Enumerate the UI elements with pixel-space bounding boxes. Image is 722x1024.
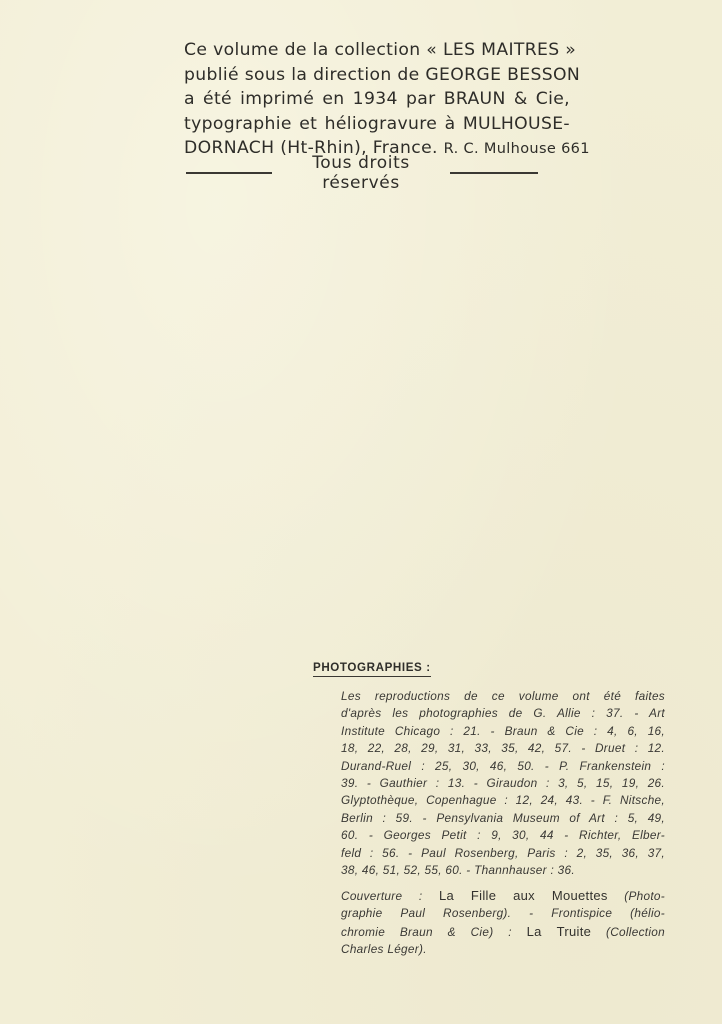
cover-line: graphie Paul Rosenberg). - Frontispice (hélio- <box>341 906 665 921</box>
frontispiece-collection: (Collection <box>605 924 665 939</box>
cover-line <box>341 887 665 905</box>
colophon-line: publié sous la direction de GEORGE BESSON <box>184 64 581 85</box>
credits-line: Berlin : 59. - Pensylvania Museum of Art : 5, 49, <box>341 810 665 825</box>
credits-line: Les reproductions de ce volume ont été faites <box>341 689 665 703</box>
rights-reserved-label: Tous droits réservés <box>312 153 410 193</box>
rights-reserved <box>186 153 538 193</box>
cover-label: Couverture : <box>341 889 423 903</box>
photographies-heading <box>313 661 431 674</box>
cover-line: Charles Léger). <box>341 942 427 957</box>
credits-line: Institute Chicago : 21. - Braun & Cie : 4, 6, 16, <box>341 723 665 738</box>
heading-underline <box>313 676 431 677</box>
credits-line: Durand-Ruel : 25, 30, 46, 50. - P. Frankenstein : <box>341 758 665 773</box>
photo-credits <box>341 688 665 879</box>
colophon-rc: R. C. Mulhouse 661 <box>443 141 590 158</box>
credits-line: 60. - Georges Petit : 9, 30, 44 - Richter, Elber- <box>341 828 665 843</box>
colophon-line: Ce volume de la collection « LES MAITRES » <box>184 40 577 60</box>
colophon-line: typographie et héliogravure à MULHOUSE- <box>184 113 570 134</box>
colophon-place: DORNACH (Ht-Rhin), France. <box>184 138 438 159</box>
credits-line: feld : 56. - Paul Rosenberg, Paris : 2, 35, 36, 37, <box>341 845 665 860</box>
cover-source: (Photo- <box>624 889 666 903</box>
credits-line: d'après les photographies de G. Allie : 37. - Art <box>341 706 665 721</box>
credits-line: 39. - Gauthier : 13. - Giraudon : 3, 5, 15, 19, 26. <box>341 776 665 791</box>
cover-line <box>341 923 665 941</box>
frontispiece-title: La Truite <box>526 923 592 939</box>
colophon-line: a été imprimé en 1934 par BRAUN & Cie, <box>184 89 570 110</box>
cover-credits <box>341 887 665 959</box>
colophon <box>184 38 590 162</box>
photographies-heading-text: PHOTOGRAPHIES : <box>313 661 431 674</box>
cover-title: La Fille aux Mouettes <box>439 888 608 903</box>
rule-right <box>450 172 538 173</box>
rule-left <box>186 172 272 173</box>
frontispiece-source: chromie Braun & Cie) : <box>341 924 512 939</box>
credits-line: Glyptothèque, Copenhague : 12, 24, 43. - F. Nitsche, <box>341 793 665 808</box>
credits-line: 18, 22, 28, 29, 31, 33, 35, 42, 57. - Druet : 12. <box>341 741 665 756</box>
credits-line: 38, 46, 51, 52, 55, 60. - Thannhauser : 36. <box>341 863 575 878</box>
